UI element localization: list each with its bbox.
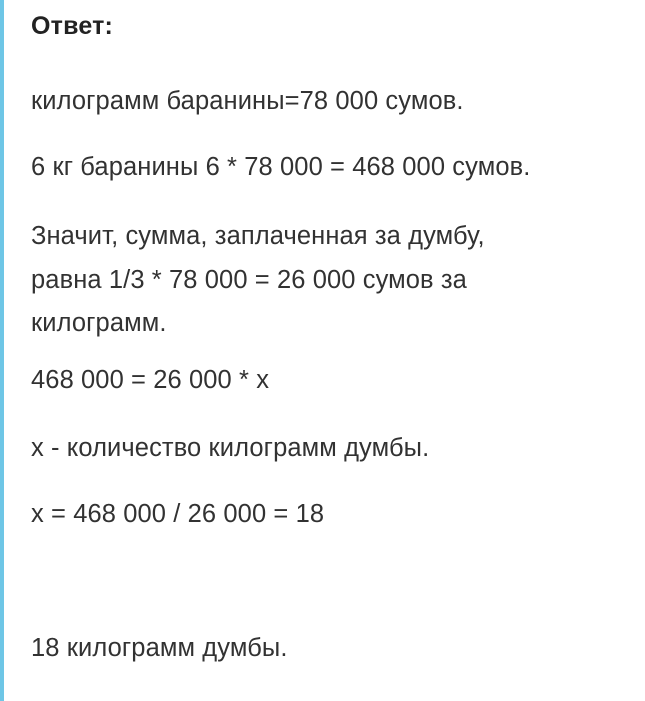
answer-line-6: 468 000 = 26 000 * x [31, 366, 270, 394]
answer-line-3: Значит, сумма, заплаченная за думбу, [31, 222, 485, 250]
answer-title: Ответ: [31, 12, 114, 40]
answer-line-9: 18 килограмм думбы. [31, 634, 288, 662]
answer-line-1: килограмм баранины=78 000 сумов. [31, 87, 464, 115]
answer-line-2: 6 кг баранины 6 * 78 000 = 468 000 сумов. [31, 153, 531, 181]
answer-line-8: x = 468 000 / 26 000 = 18 [31, 500, 325, 528]
answer-line-7: x - количество килограмм думбы. [31, 434, 430, 462]
left-accent-bar [0, 0, 4, 701]
answer-line-4: равна 1/3 * 78 000 = 26 000 сумов за [31, 266, 467, 294]
answer-line-5: килограмм. [31, 309, 167, 337]
